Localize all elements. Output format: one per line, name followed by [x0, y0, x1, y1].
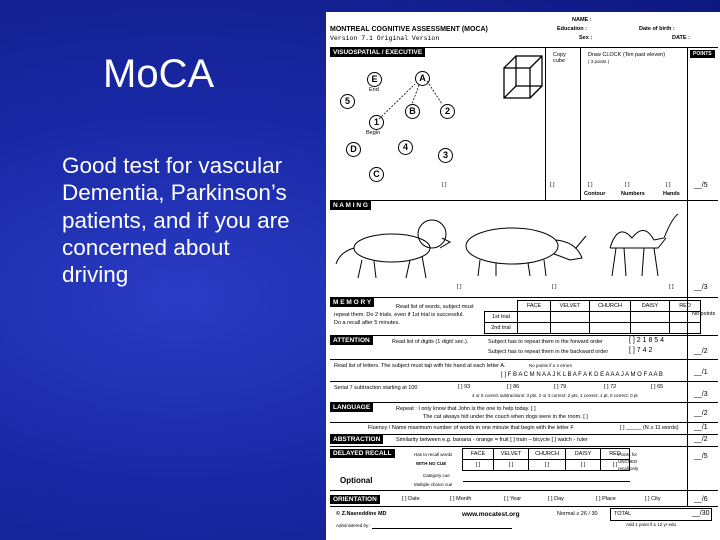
header-sex: Sex : [579, 35, 593, 41]
numbers-score-box: [ ] [625, 182, 630, 188]
recall-box: [ ] [566, 460, 601, 471]
section-delayed-recall: DELAYED RECALL [330, 449, 395, 458]
recall-no-cue: WITH NO CUE [416, 461, 447, 466]
trail-begin-label: Begin [366, 130, 381, 136]
recall-optional: Optional [340, 476, 373, 485]
rule [330, 200, 718, 201]
trail-arrows [326, 12, 466, 152]
memory-trial-1: 1st trial [485, 312, 518, 323]
lion-drawing [336, 220, 450, 278]
orientation-item: [ ] Day [548, 496, 564, 502]
attention-digits-score: __/2 [694, 348, 708, 355]
recall-points-note: recall only [618, 466, 639, 471]
recall-points-note: UNCUED [618, 459, 638, 464]
clock-points: ( 3 points ) [588, 59, 610, 64]
trail-end-label: End [369, 87, 379, 93]
rule [372, 528, 512, 529]
form-version: Version 7.1 Original Version [330, 35, 440, 42]
naming-camel-box: [ ] [669, 284, 674, 290]
section-naming: N A M I N G [330, 201, 371, 210]
recall-box: [ ] [463, 460, 494, 471]
section-attention: ATTENTION [330, 336, 373, 345]
serial-value: [ ] 79 [554, 384, 567, 390]
orientation-item: [ ] City [645, 496, 661, 502]
memory-no-points: No points [692, 311, 716, 317]
footer-normal: Normal ≥ 26 / 30 [557, 511, 598, 517]
language-fluency: Fluency / Name maximum number of words in one minute that begin with the letter F [368, 425, 574, 431]
rule [330, 402, 718, 403]
section-memory: M E M O R Y [330, 298, 374, 307]
clock-instruction: Draw CLOCK (Ten past eleven) [588, 52, 666, 58]
naming-rhino-box: [ ] [552, 284, 557, 290]
section-language: LANGUAGE [330, 403, 373, 412]
rule [330, 506, 718, 507]
recall-multiple-choice: Multiple choice cue [414, 482, 453, 487]
visuospatial-score: __/5 [694, 182, 708, 189]
language-fluency-box: [ ] _____ (N ≥ 11 words) [620, 425, 679, 431]
points-column-divider [687, 48, 688, 506]
orientation-item: [ ] Year [504, 496, 522, 502]
orientation-item: [ ] Date [402, 496, 420, 502]
memory-word: DAISY [631, 301, 670, 312]
trail-circle-5: 5 [340, 94, 355, 109]
attention-digits-instruction: Read list of digits (1 digit/ sec.). [392, 339, 469, 345]
contour-label: Contour [584, 191, 606, 197]
orientation-item: [ ] Month [450, 496, 472, 502]
rule [330, 434, 718, 435]
attention-backward-digits: [ ] 7 4 2 [629, 347, 653, 354]
trail-score-box: [ ] [442, 182, 447, 188]
section-visuospatial: VISUOSPATIAL / EXECUTIVE [330, 48, 425, 57]
attention-letters-score: __/1 [694, 369, 708, 376]
serial-value: [ ] 72 [604, 384, 617, 390]
copy-cube-label: Copy cube [553, 52, 566, 64]
contour-score-box: [ ] [588, 182, 593, 188]
memory-word: CHURCH [590, 301, 631, 312]
recall-table [462, 448, 630, 482]
naming-lion-box: [ ] [457, 284, 462, 290]
memory-instruction-3: Do a recall after 5 minutes. [334, 320, 400, 326]
footer-total: TOTAL [614, 511, 632, 517]
footer-total-score: __/30 [692, 510, 710, 517]
hands-label: Hands [663, 191, 680, 197]
trail-circle-c: C [369, 167, 384, 182]
slide-bullet-text: Good test for vascular Dementia, Parkinson’s patients, and if you are concerned about driving [62, 153, 290, 288]
memory-trial-2: 2nd trial [485, 323, 518, 334]
trail-circle-2: 2 [440, 104, 455, 119]
rule [330, 490, 718, 491]
recall-points-note: Points for [618, 452, 638, 457]
recall-box: [ ] [601, 460, 630, 471]
trail-circle-1: 1 [369, 115, 384, 130]
memory-word: RED [670, 301, 701, 312]
rule [330, 335, 718, 336]
recall-instruction: Has to recall words [414, 452, 453, 457]
section-abstraction: ABSTRACTION [330, 435, 383, 444]
orientation-item: [ ] Place [596, 496, 616, 502]
trail-circle-e: E [367, 72, 382, 87]
recall-word: CHURCH [529, 449, 566, 460]
recall-score: __/5 [694, 453, 708, 460]
points-header: POINTS [690, 50, 715, 58]
rule [330, 359, 718, 360]
slide-title: MoCA [103, 52, 215, 96]
recall-word: DAISY [566, 449, 601, 460]
attention-forward-digits: [ ] 2 1 8 5 4 [629, 337, 665, 344]
rule [330, 422, 718, 423]
serial-value: [ ] 86 [507, 384, 520, 390]
header-date: DATE : [672, 35, 690, 41]
recall-box: [ ] [529, 460, 566, 471]
abstraction-score: __/2 [694, 436, 708, 443]
trail-circle-a: A [415, 71, 430, 86]
memory-instruction-2: repeat them. Do 2 trials, even if 1st trial is successful. [334, 312, 464, 318]
memory-word: VELVET [551, 301, 590, 312]
language-fluency-score: __/1 [694, 424, 708, 431]
header-dob: Date of birth : [639, 26, 675, 32]
memory-instruction-1: Read list of words, subject must [396, 304, 474, 310]
footer-website: www.mocatest.org [462, 511, 520, 518]
recall-box: [ ] [494, 460, 529, 471]
attention-serial-instruction: Serial 7 subtraction starting at 100 [334, 385, 418, 391]
rule [330, 446, 718, 447]
recall-word: FACE [463, 449, 494, 460]
recall-category-cue: Category cue [423, 473, 450, 478]
serial-scoring: 4 or 5 correct subtractions: 3 pts, 2 or 3 correct: 2 pts, 1 correct: 1 pt, 0 correct: 0 pt [472, 393, 638, 398]
trail-circle-b: B [405, 104, 420, 119]
rule [580, 48, 581, 200]
camel-drawing [610, 214, 678, 276]
trail-circle-4: 4 [398, 140, 413, 155]
orientation-score: __/6 [694, 496, 708, 503]
hands-score-box: [ ] [666, 182, 671, 188]
form-title: MONTREAL COGNITIVE ASSESSMENT (MOCA) [330, 26, 488, 33]
attention-forward: Subject has to repeat them in the forward order [488, 339, 603, 345]
rhino-drawing [466, 228, 586, 276]
attention-letters-instruction: Read list of letters. The subject must tap with his hand at each letter A. [334, 363, 506, 369]
rule [330, 297, 718, 298]
footer-add-point: Add 1 point if ≤ 12 yr edu [626, 522, 677, 527]
attention-serial-score: __/3 [694, 391, 708, 398]
recall-word: RED [601, 449, 630, 460]
trail-circle-3: 3 [438, 148, 453, 163]
language-repeat-score: __/2 [694, 410, 708, 417]
footer-copyright: © Z.Nasreddine MD [336, 511, 387, 517]
cube-score-box: [ ] [550, 182, 555, 188]
naming-score: __/3 [694, 284, 708, 291]
memory-word: FACE [518, 301, 551, 312]
recall-word: VELVET [494, 449, 529, 460]
cube-drawing [502, 52, 546, 112]
footer-administered: Administered by: [336, 523, 370, 528]
language-repeat-2: The cat always hid under the couch when dogs were in the room. [ ] [423, 414, 588, 420]
naming-animals [332, 208, 682, 280]
attention-backward: Subject has to repeat them in the backward order [488, 349, 609, 355]
rule [330, 381, 718, 382]
abstraction-text: Similarity between e.g. banana - orange = fruit [ ] train – bicycle [ ] watch - ruler [396, 437, 588, 443]
numbers-label: Numbers [621, 191, 645, 197]
language-repeat-1: Repeat : I only know that John is the one to help today. [ ] [396, 406, 536, 412]
section-orientation: ORIENTATION [330, 495, 380, 504]
header-education: Education : [557, 26, 587, 32]
serial-value: [ ] 65 [651, 384, 664, 390]
memory-word-table [484, 300, 701, 334]
moca-form-image [326, 12, 720, 540]
serial-value: [ ] 93 [458, 384, 471, 390]
attention-letters: [ ] F B A C M N A A J K L B A F A K D E A A A J A M O F A A B [501, 372, 663, 378]
header-name: NAME : [572, 17, 592, 23]
trail-circle-d: D [346, 142, 361, 157]
attention-letters-errors: No points if ≥ 2 errors [529, 363, 572, 368]
